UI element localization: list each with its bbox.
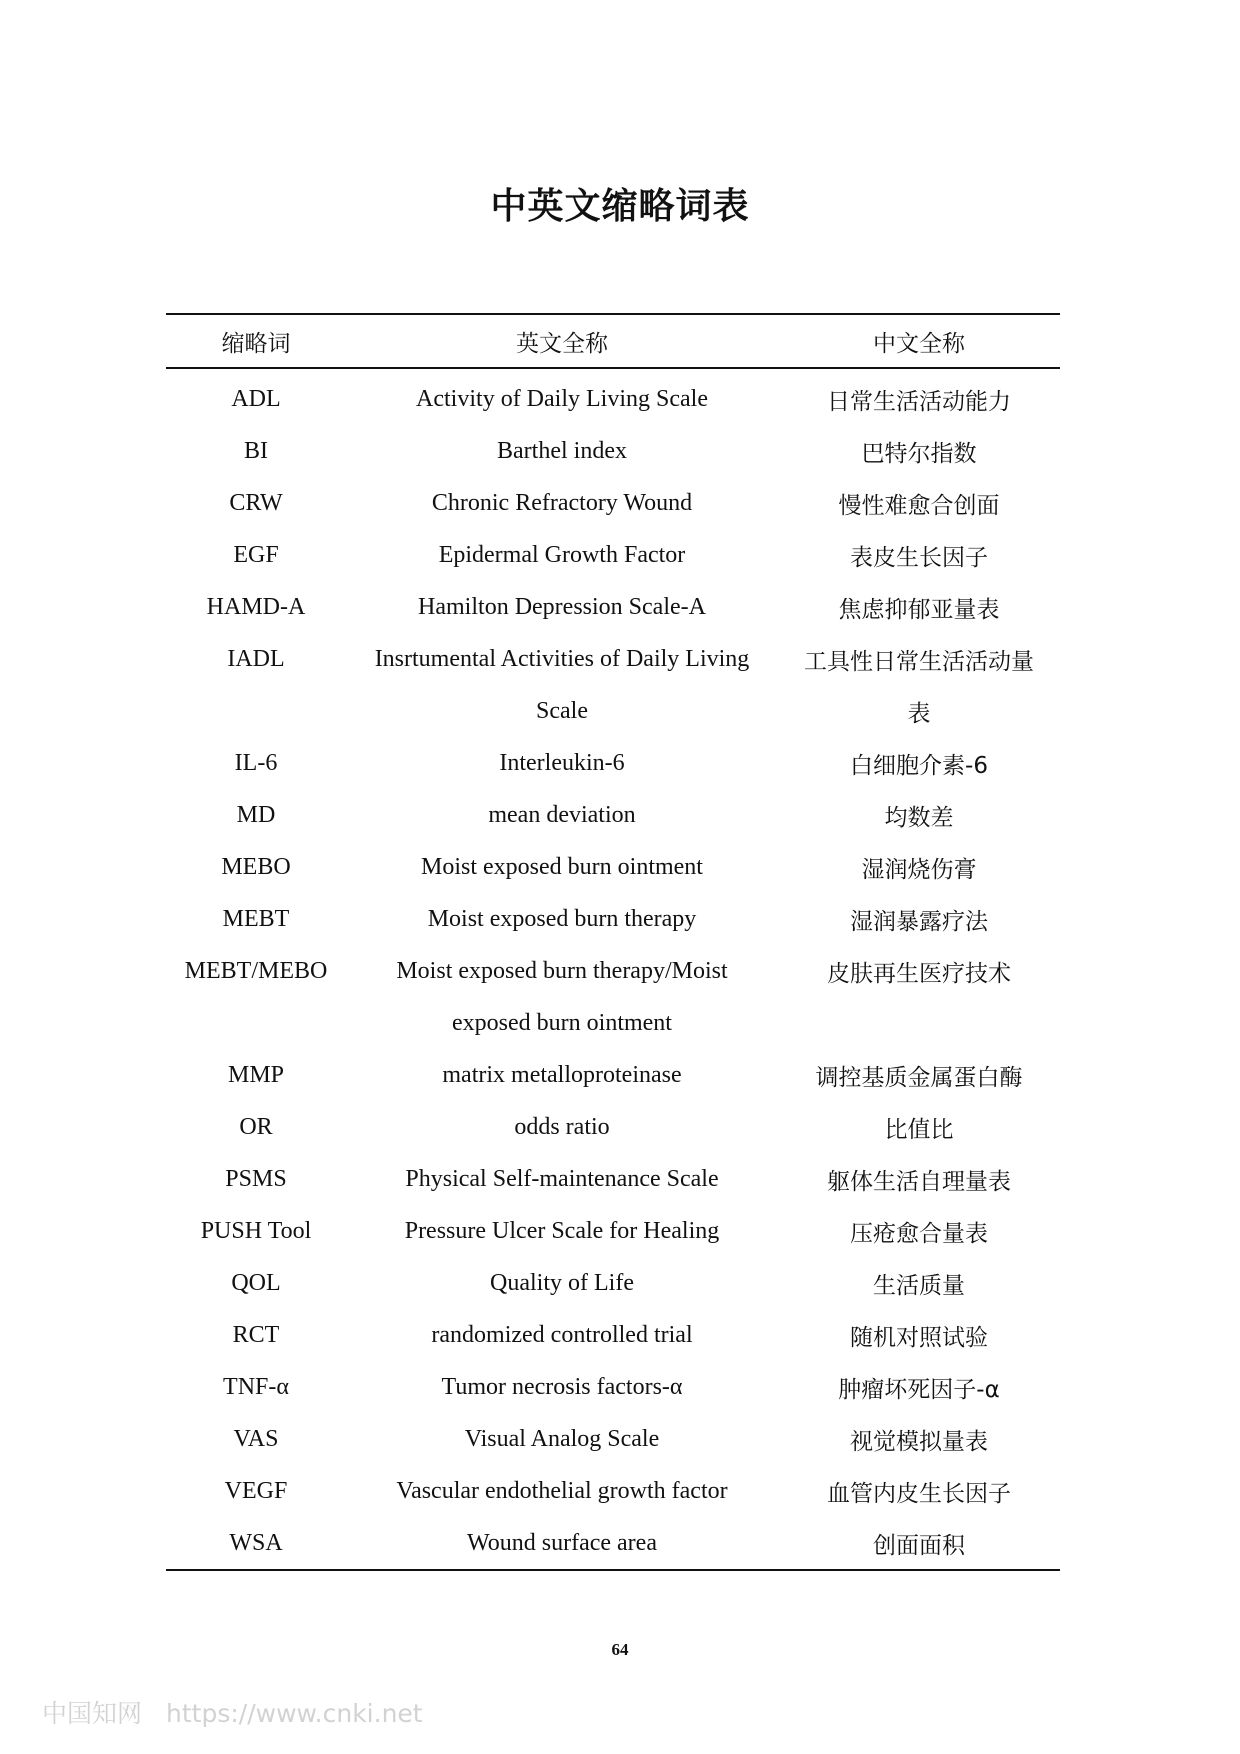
header-abbreviation: 缩略词 <box>221 330 291 357</box>
english-name-cell: exposed burn ointment <box>452 1009 672 1036</box>
chinese-name-cell: 血管内皮生长因子 <box>827 1480 1011 1507</box>
table-row <box>166 633 1060 685</box>
chinese-name-cell: 比值比 <box>884 1116 954 1143</box>
table-row <box>166 373 1060 425</box>
english-name-cell: Activity of Daily Living Scale <box>416 385 708 412</box>
table-row <box>166 945 1060 997</box>
table-row <box>166 1153 1060 1205</box>
chinese-name-cell: 工具性日常生活活动量 <box>804 648 1034 675</box>
chinese-name-cell: 湿润暴露疗法 <box>850 908 988 935</box>
chinese-name-cell: 湿润烧伤膏 <box>861 856 977 883</box>
table-row <box>166 1049 1060 1101</box>
table-row <box>166 789 1060 841</box>
table-header-row <box>166 315 1060 367</box>
english-name-cell: Quality of Life <box>490 1269 634 1296</box>
chinese-name-cell: 视觉模拟量表 <box>850 1428 988 1455</box>
table-row <box>166 1309 1060 1361</box>
english-name-cell: Visual Analog Scale <box>464 1425 660 1452</box>
abbreviation-cell: MEBO <box>221 853 291 880</box>
table-bottom-rule <box>166 1569 1060 1571</box>
chinese-name-cell: 焦虑抑郁亚量表 <box>838 596 1000 623</box>
chinese-name-cell: 白细胞介素-6 <box>850 752 988 779</box>
english-name-cell: Barthel index <box>497 437 627 464</box>
table-row <box>166 1101 1060 1153</box>
english-name-cell: Chronic Refractory Wound <box>431 489 693 516</box>
abbreviation-cell: WSA <box>229 1529 283 1556</box>
chinese-name-cell: 随机对照试验 <box>850 1324 988 1351</box>
chinese-name-cell: 巴特尔指数 <box>861 440 977 467</box>
chinese-name-cell: 均数差 <box>884 804 954 831</box>
table-row <box>166 893 1060 945</box>
watermark-url: https://www.cnki.net <box>166 1699 423 1728</box>
chinese-name-cell: 日常生活活动能力 <box>827 388 1011 415</box>
table-row <box>166 581 1060 633</box>
table-row <box>166 841 1060 893</box>
english-name-cell: Insrtumental Activities of Daily Living <box>374 645 750 672</box>
table-row <box>166 1517 1060 1569</box>
abbreviation-cell: RCT <box>232 1321 280 1348</box>
chinese-name-cell: 调控基质金属蛋白酶 <box>815 1064 1023 1091</box>
table-row <box>166 477 1060 529</box>
abbreviation-cell: HAMD-A <box>206 593 306 620</box>
english-name-cell: randomized controlled trial <box>431 1321 693 1348</box>
table-row <box>166 425 1060 477</box>
english-name-cell: Moist exposed burn ointment <box>421 853 703 880</box>
english-name-cell: Moist exposed burn therapy/Moist <box>396 957 728 984</box>
abbreviation-cell: EGF <box>233 541 279 568</box>
chinese-name-cell: 表皮生长因子 <box>850 544 988 571</box>
english-name-cell: Tumor necrosis factors-α <box>441 1373 683 1400</box>
chinese-name-cell: 肿瘤坏死因子-α <box>838 1376 1000 1403</box>
english-name-cell: Pressure Ulcer Scale for Healing <box>404 1217 720 1244</box>
table-row <box>166 997 1060 1049</box>
english-name-cell: Physical Self-maintenance Scale <box>405 1165 719 1192</box>
abbreviation-table <box>166 313 1060 1571</box>
english-name-cell: matrix metalloproteinase <box>442 1061 682 1088</box>
cnki-watermark <box>42 1694 423 1730</box>
abbreviation-cell: OR <box>239 1113 273 1140</box>
abbreviation-cell: BI <box>244 437 268 464</box>
abbreviation-cell: MEBT <box>222 905 290 932</box>
abbreviation-cell: ADL <box>231 385 281 412</box>
header-english-name: 英文全称 <box>516 330 608 357</box>
chinese-name-cell: 压疮愈合量表 <box>850 1220 988 1247</box>
english-name-cell: Hamilton Depression Scale-A <box>418 593 706 620</box>
table-row <box>166 1413 1060 1465</box>
watermark-logo-text: 中国知网 <box>42 1699 143 1728</box>
abbreviation-cell: IL-6 <box>234 749 278 776</box>
abbreviation-cell: TNF-α <box>223 1373 289 1400</box>
abbreviation-cell: MEBT/MEBO <box>184 957 328 984</box>
chinese-name-cell: 皮肤再生医疗技术 <box>827 960 1011 987</box>
abbreviation-cell: PUSH Tool <box>200 1217 312 1244</box>
chinese-name-cell: 慢性难愈合创面 <box>838 492 1000 519</box>
table-row <box>166 1257 1060 1309</box>
chinese-name-cell: 表 <box>907 700 931 727</box>
table-row <box>166 1361 1060 1413</box>
english-name-cell: Interleukin-6 <box>499 749 625 776</box>
table-row <box>166 529 1060 581</box>
table-body <box>166 373 1060 1569</box>
english-name-cell: Wound surface area <box>467 1529 657 1556</box>
abbreviation-cell: PSMS <box>225 1165 287 1192</box>
table-row <box>166 1465 1060 1517</box>
abbreviation-cell: QOL <box>231 1269 281 1296</box>
abbreviation-cell: VEGF <box>224 1477 288 1504</box>
english-name-cell: Epidermal Growth Factor <box>438 541 686 568</box>
chinese-name-cell: 生活质量 <box>873 1272 965 1299</box>
abbreviation-cell: VAS <box>233 1425 279 1452</box>
chinese-name-cell: 创面面积 <box>873 1532 965 1559</box>
page-number: 64 <box>611 1640 629 1659</box>
english-name-cell: Vascular endothelial growth factor <box>396 1477 728 1504</box>
table-row <box>166 737 1060 789</box>
table-row <box>166 685 1060 737</box>
table-row <box>166 1205 1060 1257</box>
chinese-name-cell: 躯体生活自理量表 <box>827 1168 1011 1195</box>
english-name-cell: Scale <box>536 697 588 724</box>
page-title: 中英文缩略词表 <box>490 186 750 227</box>
english-name-cell: odds ratio <box>514 1113 610 1140</box>
english-name-cell: Moist exposed burn therapy <box>427 905 697 932</box>
abbreviation-cell: MD <box>236 801 276 828</box>
english-name-cell: mean deviation <box>488 801 636 828</box>
abbreviation-cell: IADL <box>227 645 285 672</box>
header-chinese-name: 中文全称 <box>873 330 965 357</box>
abbreviation-cell: MMP <box>227 1061 285 1088</box>
abbreviation-cell: CRW <box>229 489 283 516</box>
